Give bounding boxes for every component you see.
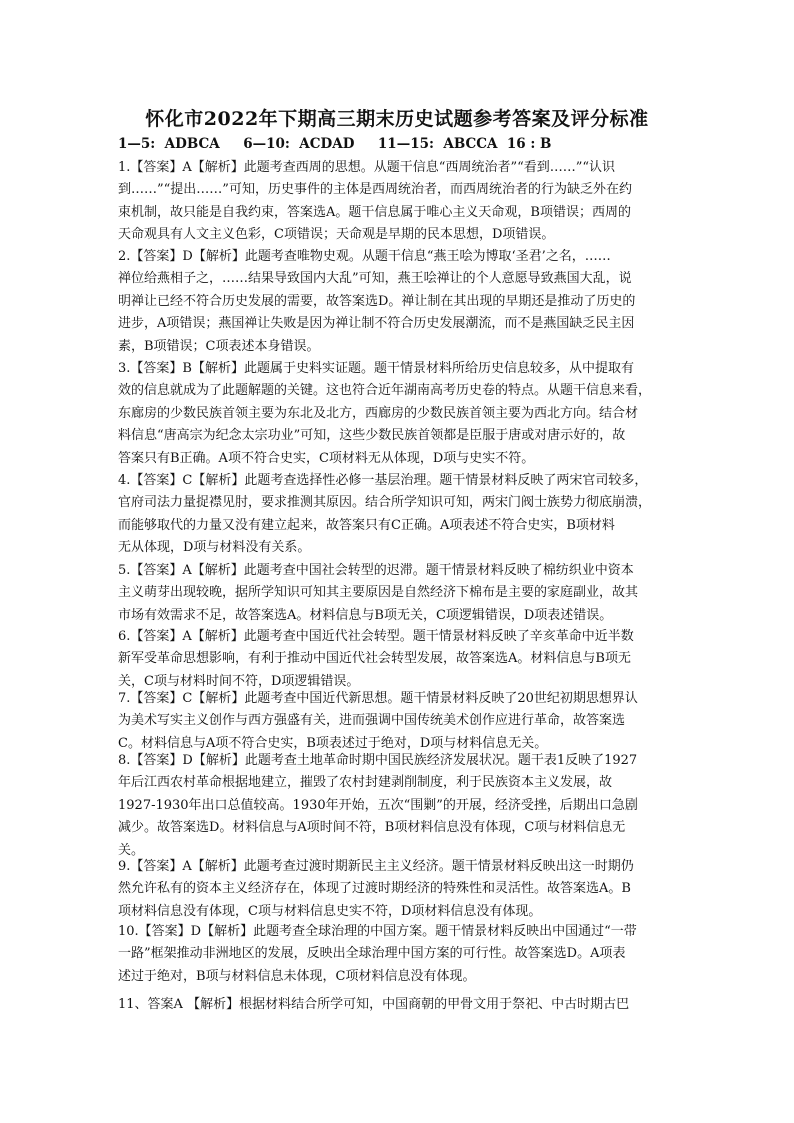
explanation-line: 8.【答案】D【解析】此题考查土地革命时期中国民族经济发展状况。题干表1反映了1927	[118, 753, 638, 768]
explanation-line: 市场有效需求不足，故答案选A。材料信息与B项无关，C项逻辑错误，D项表述错误。	[118, 607, 613, 623]
explanation-line: 无从体现，D项与材料没有关系。	[118, 540, 311, 556]
explanation-q5	[118, 560, 680, 627]
explanation-q6	[118, 626, 680, 693]
answer-key-summary: 1—5: ADBCA 6—10: ACDAD 11—15: ABCCA 16 : B	[118, 136, 552, 152]
explanation-line: 禅位给燕相子之，……结果导致国内大乱”可知，燕王哙禅让的个人意愿导致燕国大乱，说	[118, 271, 632, 287]
page-title: 怀化市2022年下期高三期末历史试题参考答案及评分标准	[145, 108, 649, 130]
explanation-line: 答案只有B正确。A项不符合史实，C项材料无从体现，D项与史实不符。	[118, 450, 535, 466]
explanation-q4	[118, 470, 680, 560]
explanation-q10	[118, 921, 680, 988]
explanation-line: 进步，A项错误；燕国禅让失败是因为禅让制不符合历史发展潮流，而不是燕国缺乏民主因	[118, 316, 635, 332]
explanation-q11	[118, 994, 680, 1016]
explanation-line: 明禅让已经不符合历史发展的需要，故答案选D。禅让制在其出现的早期还是推动了历史的	[118, 293, 636, 309]
explanation-line: 素，B项错误；C项表述本身错误。	[118, 338, 320, 354]
explanation-line: 关，C项与材料时间不符，D项逻辑错误。	[118, 673, 360, 689]
explanation-line: 到……”“提出……”可知，历史事件的主体是西周统治者，而西周统治者的行为缺乏外在约	[118, 182, 632, 198]
explanation-q7	[118, 688, 680, 755]
explanation-line: 5.【答案】A【解析】此题考查中国社会转型的迟滞。题干情景材料反映了棉纺织业中资本	[118, 563, 634, 578]
explanation-line: 2.【答案】D【解析】此题考查唯物史观。从题干信息“燕王哙为博取‘圣君’之名，……	[118, 249, 611, 264]
explanation-line: 年后江西农村革命根据地建立，摧毁了农村封建剥削制度，利于民族资本主义发展，故	[118, 775, 613, 791]
explanation-line: 官府司法力量捉襟见肘，要求推测其原因。结合所学知识可知，两宋门阀士族势力彻底崩溃，	[118, 495, 652, 511]
explanation-line: 新军受革命思想影响，有利于推动中国近代社会转型发展，故答案选A。材料信息与B项无	[118, 651, 631, 667]
explanation-line: 述过于绝对，B项与材料信息未体现，C项材料信息没有体现。	[118, 968, 476, 984]
explanation-line: 11、答案A 【解析】根据材料结合所学可知，中国商朝的甲骨文用于祭祀、中古时期古巴	[118, 997, 630, 1012]
explanation-line: 项材料信息没有体现，C项与材料信息史实不符，D项材料信息没有体现。	[118, 903, 542, 919]
explanation-line: 10.【答案】D【解析】此题考查全球治理的中国方案。题干情景材料反映出中国通过“一带	[118, 924, 637, 939]
explanation-line: 关。	[118, 842, 145, 858]
explanation-q3	[118, 358, 680, 470]
explanation-line: 4.【答案】C【解析】此题考查选择性必修一基层治理。题干情景材料反映了两宋官司较多，	[118, 473, 648, 488]
explanation-line: 7.【答案】C【解析】此题考查中国近代新思想。题干情景材料反映了20世纪初期思想界认	[118, 691, 638, 706]
explanation-q9	[118, 856, 680, 923]
explanation-line: 束机制，故只能是自我约束，答案选A。题干信息属于唯心主义天命观，B项错误；西周的	[118, 204, 631, 220]
explanation-line: 9.【答案】A【解析】此题考查过渡时期新民主主义经济。题干情景材料反映出这一时期仍	[118, 859, 634, 874]
explanation-line: 为美术写实主义创作与西方强盛有关，进而强调中国传统美术创作应进行革命，故答案选	[118, 713, 626, 729]
explanation-q1	[118, 157, 680, 247]
explanation-line: 而能够取代的力量又没有建立起来，故答案只有C正确。A项表述不符合史实，B项材料	[118, 517, 615, 533]
explanation-line: 减少。故答案选D。材料信息与A项时间不符，B项材料信息没有体现，C项与材料信息无	[118, 820, 626, 836]
explanation-line: 然允许私有的资本主义经济存在，体现了过渡时期经济的特殊性和灵活性。故答案选A。B	[118, 881, 631, 897]
explanation-q2	[118, 246, 680, 358]
explanation-line: 一路”框架推动非洲地区的发展，反映出全球治理中国方案的可行性。故答案选D。A项表	[118, 946, 626, 962]
explanation-line: 天命观具有人文主义色彩，C项错误；天命观是早期的民本思想，D项错误。	[118, 227, 555, 243]
explanation-line: 效的信息就成为了此题解题的关键。这也符合近年湖南高考历史卷的特点。从题干信息来看，	[118, 383, 652, 399]
explanation-line: 1.【答案】A【解析】此题考查西周的思想。从题干信息“西周统治者”“看到……”“认识	[118, 160, 616, 175]
explanation-line: 6.【答案】A【解析】此题考查中国近代社会转型。题干情景材料反映了辛亥革命中近半数	[118, 629, 634, 644]
explanation-line: 3.【答案】B【解析】此题属于史料实证题。题干情景材料所给历史信息较多，从中提取有	[118, 361, 634, 376]
explanation-line: C。材料信息与A项不符合史实，B项表述过于绝对，D项与材料信息无关。	[118, 735, 548, 751]
explanation-line: 主义萌芽出现较晚，据所学知识可知其主要原因是自然经济下棉布是主要的家庭副业，故其	[118, 585, 639, 601]
explanation-line: 东廊房的少数民族首领主要为东北及北方，西廊房的少数民族首领主要为西北方向。结合材	[118, 405, 639, 421]
explanation-line: 料信息“唐高宗为纪念太宗功业”可知，这些少数民族首领都是臣服于唐或对唐示好的，故	[118, 428, 626, 444]
explanation-q8	[118, 750, 680, 862]
explanation-line: 1927-1930年出口总值较高。1930年开始，五次“围剿”的开展，经济受挫，后期出口急剧	[118, 797, 638, 813]
